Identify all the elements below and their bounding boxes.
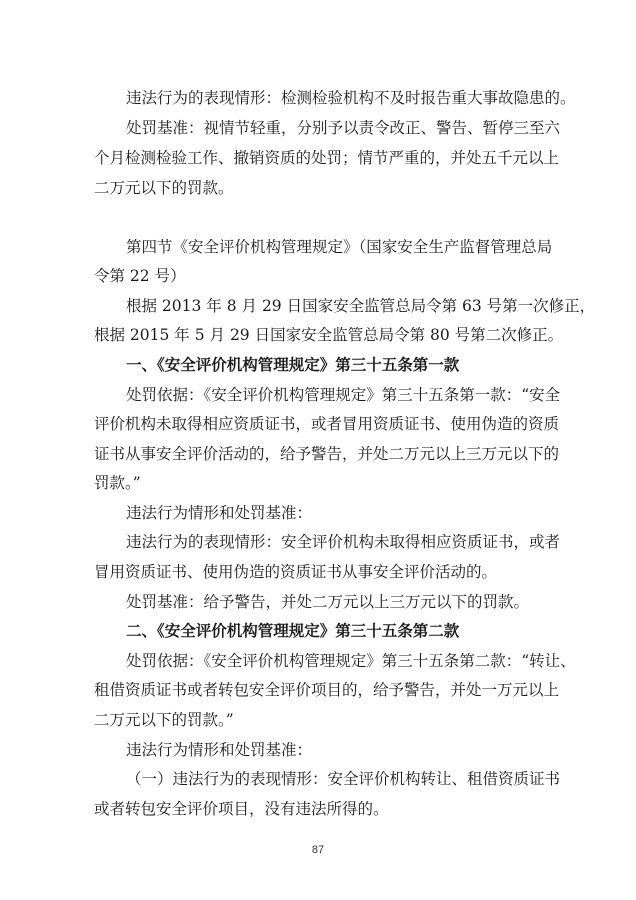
- text-line: 违法行为情形和处罚基准：: [126, 741, 313, 759]
- text-line: 评价机构未取得相应资质证书，或者冒用资质证书、使用伪造的资质: [94, 415, 560, 433]
- text-line: 证书从事安全评价活动的，给予警告，并处二万元以上三万元以下的: [94, 445, 560, 463]
- text-line: 违法行为情形和处罚基准：: [126, 504, 313, 522]
- text-line: 处罚基准：视情节轻重，分别予以责令改正、警告、暂停三至六: [126, 119, 561, 137]
- text-line: 处罚基准：给予警告，并处二万元以上三万元以下的罚款。: [126, 593, 530, 611]
- article-heading: 二、《安全评价机构管理规定》第三十五条第二款: [126, 621, 460, 640]
- section-heading-cont: 令第 22 号）: [94, 267, 186, 285]
- text-line: 处罚依据：《安全评价机构管理规定》第三十五条第二款：“转让、: [126, 652, 576, 670]
- page-number: 87: [311, 844, 325, 856]
- text-line: （一）违法行为的表现情形：安全评价机构转让、租借资质证书: [126, 770, 561, 788]
- text-line: 租借资质证书或者转包安全评价项目的，给予警告，并处一万元以上: [94, 681, 560, 699]
- text-line: 罚款。”: [94, 474, 141, 492]
- text-line: 根据 2013 年 8 月 29 日国家安全监管总局令第 63 号第一次修正，: [126, 297, 596, 315]
- article-heading: 一、《安全评价机构管理规定》第三十五条第一款: [126, 355, 460, 374]
- text-line: 二万元以下的罚款。”: [94, 711, 234, 729]
- section-heading: 第四节《安全评价机构管理规定》（国家安全生产监督管理总局: [126, 238, 553, 256]
- text-line: 根据 2015 年 5 月 29 日国家安全监管总局令第 80 号第二次修正。: [94, 326, 564, 344]
- text-line: 处罚依据：《安全评价机构管理规定》第三十五条第一款：“安全: [126, 386, 561, 404]
- text-line: 冒用资质证书、使用伪造的资质证书从事安全评价活动的。: [94, 563, 498, 581]
- text-line: 或者转包安全评价项目，没有违法所得的。: [94, 800, 389, 818]
- text-line: 违法行为的表现情形：检测检验机构不及时报告重大事故隐患的。: [126, 89, 576, 107]
- text-line: 违法行为的表现情形：安全评价机构未取得相应资质证书，或者: [126, 533, 561, 551]
- text-line: 二万元以下的罚款。: [94, 179, 234, 197]
- text-line: 个月检测检验工作、撤销资质的处罚；情节严重的，并处五千元以上: [94, 149, 560, 167]
